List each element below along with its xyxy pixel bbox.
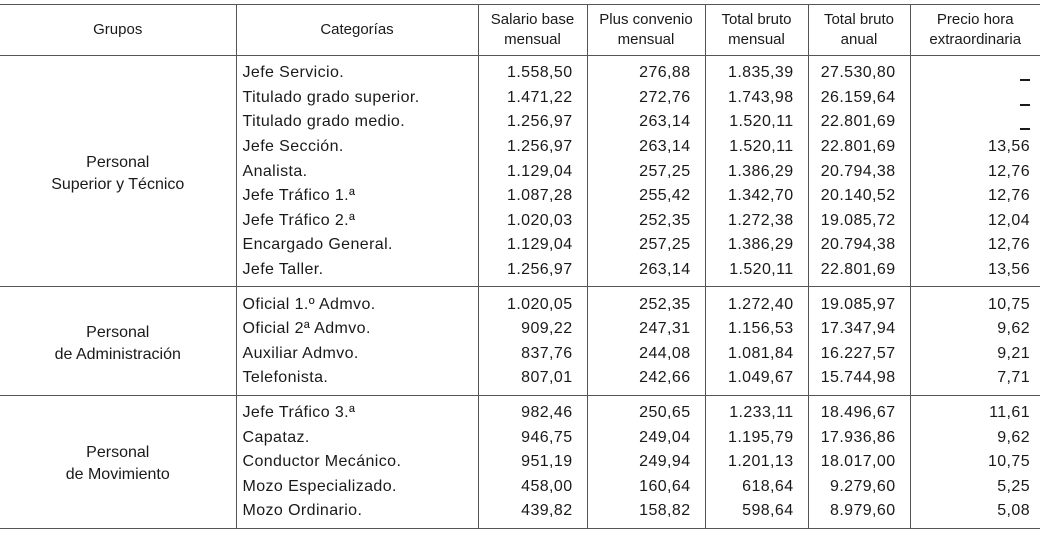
precio-hora-cell: 5,25 bbox=[910, 475, 1040, 500]
header-grupos: Grupos bbox=[0, 5, 236, 56]
category-cell: Conductor Mecánico. bbox=[236, 450, 478, 475]
total-bruto-mensual-cell: 1.520,11 bbox=[705, 110, 808, 135]
precio-hora-cell: 5,08 bbox=[910, 499, 1040, 528]
precio-hora-cell: 12,76 bbox=[910, 184, 1040, 209]
header-salario-base: Salario base mensual bbox=[478, 5, 587, 56]
total-bruto-mensual-cell: 1.272,40 bbox=[705, 287, 808, 317]
group-name-cell bbox=[0, 287, 236, 395]
salario-base-cell: 982,46 bbox=[478, 395, 587, 425]
plus-convenio-cell: 158,82 bbox=[587, 499, 705, 528]
table-row bbox=[0, 395, 1040, 425]
total-bruto-mensual-cell: 1.386,29 bbox=[705, 233, 808, 258]
salario-base-cell: 946,75 bbox=[478, 425, 587, 450]
total-bruto-mensual-cell: 1.195,79 bbox=[705, 425, 808, 450]
plus-convenio-cell: 244,08 bbox=[587, 342, 705, 367]
total-bruto-mensual-cell: 1.233,11 bbox=[705, 395, 808, 425]
group-name-line: de Movimiento bbox=[65, 466, 170, 484]
group-name-line: Personal bbox=[86, 153, 150, 171]
plus-convenio-cell: 276,88 bbox=[587, 56, 705, 86]
precio-hora-cell: 7,71 bbox=[910, 366, 1040, 395]
total-bruto-anual-cell: 22.801,69 bbox=[808, 135, 910, 160]
group-name-line: de Administración bbox=[54, 345, 181, 363]
plus-convenio-cell: 263,14 bbox=[587, 135, 705, 160]
total-bruto-anual-cell: 16.227,57 bbox=[808, 342, 910, 367]
category-cell: Capataz. bbox=[236, 425, 478, 450]
total-bruto-anual-cell: 20.140,52 bbox=[808, 184, 910, 209]
total-bruto-anual-cell: 20.794,38 bbox=[808, 159, 910, 184]
total-bruto-anual-cell: 22.801,69 bbox=[808, 258, 910, 287]
plus-convenio-cell: 257,25 bbox=[587, 233, 705, 258]
header-precio-hora: Precio hora extraordinaria bbox=[910, 5, 1040, 56]
plus-convenio-cell: 272,76 bbox=[587, 86, 705, 111]
category-cell: Oficial 1.º Admvo. bbox=[236, 287, 478, 317]
precio-hora-cell: 12,04 bbox=[910, 209, 1040, 234]
precio-hora-cell bbox=[910, 56, 1040, 86]
salario-base-cell: 1.256,97 bbox=[478, 110, 587, 135]
category-cell: Jefe Tráfico 1.ª bbox=[236, 184, 478, 209]
salary-table bbox=[0, 4, 1040, 529]
category-cell: Jefe Tráfico 3.ª bbox=[236, 395, 478, 425]
total-bruto-anual-cell: 9.279,60 bbox=[808, 475, 910, 500]
group-name-cell bbox=[0, 56, 236, 287]
category-cell: Titulado grado superior. bbox=[236, 86, 478, 111]
category-cell: Auxiliar Admvo. bbox=[236, 342, 478, 367]
table-row bbox=[0, 56, 1040, 86]
category-cell: Oficial 2ª Admvo. bbox=[236, 317, 478, 342]
precio-hora-cell bbox=[910, 110, 1040, 135]
precio-hora-cell: 9,21 bbox=[910, 342, 1040, 367]
total-bruto-mensual-cell: 1.520,11 bbox=[705, 258, 808, 287]
salario-base-cell: 1.558,50 bbox=[478, 56, 587, 86]
plus-convenio-cell: 160,64 bbox=[587, 475, 705, 500]
header-total-bruto-mensual: Total bruto mensual bbox=[705, 5, 808, 56]
total-bruto-anual-cell: 15.744,98 bbox=[808, 366, 910, 395]
total-bruto-mensual-cell: 1.201,13 bbox=[705, 450, 808, 475]
category-cell: Jefe Sección. bbox=[236, 135, 478, 160]
total-bruto-anual-cell: 17.936,86 bbox=[808, 425, 910, 450]
plus-convenio-cell: 247,31 bbox=[587, 317, 705, 342]
empty-dash bbox=[1020, 79, 1030, 81]
salario-base-cell: 458,00 bbox=[478, 475, 587, 500]
total-bruto-anual-cell: 22.801,69 bbox=[808, 110, 910, 135]
total-bruto-anual-cell: 18.496,67 bbox=[808, 395, 910, 425]
precio-hora-cell: 13,56 bbox=[910, 258, 1040, 287]
salario-base-cell: 807,01 bbox=[478, 366, 587, 395]
salario-base-cell: 837,76 bbox=[478, 342, 587, 367]
group-name-line: Personal bbox=[86, 444, 150, 462]
precio-hora-cell: 12,76 bbox=[910, 233, 1040, 258]
total-bruto-mensual-cell: 1.835,39 bbox=[705, 56, 808, 86]
group-name-line: Superior y Técnico bbox=[51, 175, 185, 193]
total-bruto-mensual-cell: 618,64 bbox=[705, 475, 808, 500]
salario-base-cell: 909,22 bbox=[478, 317, 587, 342]
precio-hora-cell bbox=[910, 86, 1040, 111]
salario-base-cell: 1.087,28 bbox=[478, 184, 587, 209]
total-bruto-mensual-cell: 598,64 bbox=[705, 499, 808, 528]
total-bruto-anual-cell: 18.017,00 bbox=[808, 450, 910, 475]
total-bruto-mensual-cell: 1.049,67 bbox=[705, 366, 808, 395]
total-bruto-anual-cell: 8.979,60 bbox=[808, 499, 910, 528]
category-cell: Analista. bbox=[236, 159, 478, 184]
plus-convenio-cell: 249,04 bbox=[587, 425, 705, 450]
category-cell: Encargado General. bbox=[236, 233, 478, 258]
plus-convenio-cell: 257,25 bbox=[587, 159, 705, 184]
total-bruto-anual-cell: 20.794,38 bbox=[808, 233, 910, 258]
plus-convenio-cell: 255,42 bbox=[587, 184, 705, 209]
precio-hora-cell: 10,75 bbox=[910, 287, 1040, 317]
total-bruto-anual-cell: 27.530,80 bbox=[808, 56, 910, 86]
table-body bbox=[0, 56, 1040, 529]
plus-convenio-cell: 263,14 bbox=[587, 110, 705, 135]
table-row bbox=[0, 287, 1040, 317]
total-bruto-anual-cell: 19.085,72 bbox=[808, 209, 910, 234]
salario-base-cell: 1.129,04 bbox=[478, 159, 587, 184]
plus-convenio-cell: 250,65 bbox=[587, 395, 705, 425]
category-cell: Titulado grado medio. bbox=[236, 110, 478, 135]
salario-base-cell: 1.129,04 bbox=[478, 233, 587, 258]
salario-base-cell: 1.256,97 bbox=[478, 258, 587, 287]
plus-convenio-cell: 249,94 bbox=[587, 450, 705, 475]
total-bruto-mensual-cell: 1.342,70 bbox=[705, 184, 808, 209]
precio-hora-cell: 9,62 bbox=[910, 317, 1040, 342]
header-total-bruto-anual: Total bruto anual bbox=[808, 5, 910, 56]
salario-base-cell: 951,19 bbox=[478, 450, 587, 475]
category-cell: Mozo Especializado. bbox=[236, 475, 478, 500]
category-cell: Mozo Ordinario. bbox=[236, 499, 478, 528]
precio-hora-cell: 11,61 bbox=[910, 395, 1040, 425]
empty-dash bbox=[1020, 128, 1030, 130]
salario-base-cell: 1.256,97 bbox=[478, 135, 587, 160]
empty-dash bbox=[1020, 104, 1030, 106]
category-cell: Jefe Tráfico 2.ª bbox=[236, 209, 478, 234]
total-bruto-mensual-cell: 1.386,29 bbox=[705, 159, 808, 184]
precio-hora-cell: 9,62 bbox=[910, 425, 1040, 450]
salario-base-cell: 439,82 bbox=[478, 499, 587, 528]
precio-hora-cell: 12,76 bbox=[910, 159, 1040, 184]
total-bruto-anual-cell: 17.347,94 bbox=[808, 317, 910, 342]
salario-base-cell: 1.020,05 bbox=[478, 287, 587, 317]
precio-hora-cell: 10,75 bbox=[910, 450, 1040, 475]
plus-convenio-cell: 252,35 bbox=[587, 209, 705, 234]
total-bruto-mensual-cell: 1.081,84 bbox=[705, 342, 808, 367]
group-name-cell bbox=[0, 395, 236, 528]
plus-convenio-cell: 252,35 bbox=[587, 287, 705, 317]
header-plus-convenio: Plus convenio mensual bbox=[587, 5, 705, 56]
group-name-line: Personal bbox=[86, 323, 150, 341]
plus-convenio-cell: 242,66 bbox=[587, 366, 705, 395]
category-cell: Jefe Taller. bbox=[236, 258, 478, 287]
total-bruto-mensual-cell: 1.520,11 bbox=[705, 135, 808, 160]
total-bruto-anual-cell: 19.085,97 bbox=[808, 287, 910, 317]
total-bruto-mensual-cell: 1.156,53 bbox=[705, 317, 808, 342]
total-bruto-mensual-cell: 1.743,98 bbox=[705, 86, 808, 111]
total-bruto-anual-cell: 26.159,64 bbox=[808, 86, 910, 111]
total-bruto-mensual-cell: 1.272,38 bbox=[705, 209, 808, 234]
header-categorias: Categorías bbox=[236, 5, 478, 56]
category-cell: Jefe Servicio. bbox=[236, 56, 478, 86]
precio-hora-cell: 13,56 bbox=[910, 135, 1040, 160]
salario-base-cell: 1.020,03 bbox=[478, 209, 587, 234]
plus-convenio-cell: 263,14 bbox=[587, 258, 705, 287]
salario-base-cell: 1.471,22 bbox=[478, 86, 587, 111]
category-cell: Telefonista. bbox=[236, 366, 478, 395]
header-row bbox=[0, 5, 1040, 56]
